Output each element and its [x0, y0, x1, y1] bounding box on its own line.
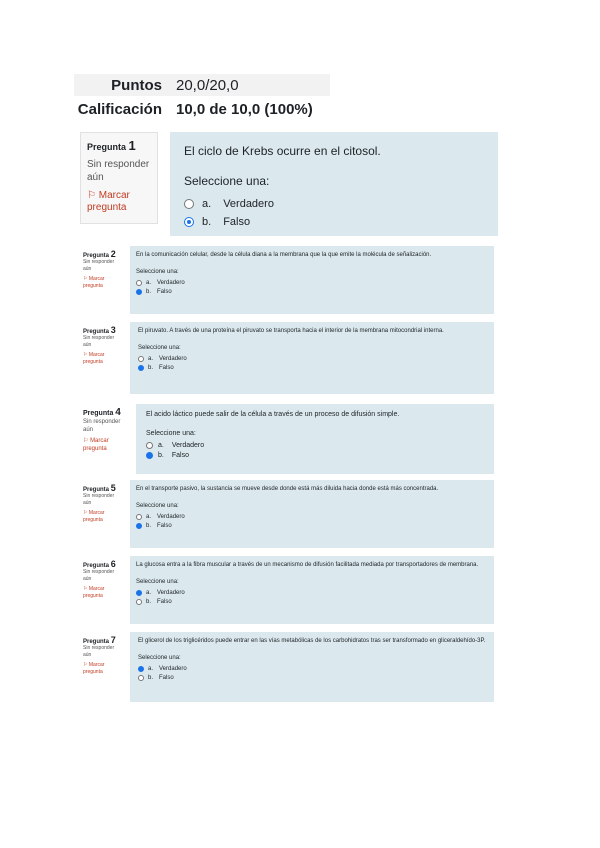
option-b-label: Falso [171, 452, 189, 459]
option-a-letter: a. [146, 280, 152, 286]
select-prompt: Seleccione una: [184, 174, 270, 188]
option-a-letter: a. [148, 666, 154, 672]
question-content [170, 132, 498, 236]
option-b[interactable] [136, 523, 488, 529]
flag-icon: ⚐ [83, 662, 88, 668]
option-a-letter: a. [146, 590, 152, 596]
option-a[interactable] [136, 514, 488, 520]
question-label: Pregunta [87, 142, 127, 152]
flag-label: Marcar pregunta [83, 352, 105, 365]
question-text: En el transporte pasivo, la sustancia se mueve desde donde está más diluida hacia donde está más concentrada. [136, 486, 439, 492]
select-prompt: Seleccione una: [146, 430, 196, 437]
option-a-label: Verdadero [223, 198, 274, 210]
grade-label: Calificación [77, 100, 162, 118]
question-text: En la comunicación celular, desde la célula diana a la membrana que la que emite la molécula de señalización. [136, 252, 432, 258]
question-info [80, 556, 126, 612]
option-a-label: Verdadero [171, 442, 205, 449]
grade-value: 10,0 de 10,0 (100%) [176, 100, 313, 118]
flag-icon: ⚐ [87, 190, 96, 201]
option-a[interactable] [136, 590, 488, 596]
flag-question-link[interactable] [83, 586, 123, 600]
question-label: Pregunta [83, 487, 110, 493]
radio-a[interactable] [136, 514, 142, 520]
flag-label: Marcar pregunta [83, 662, 105, 675]
question-number: 7 [110, 635, 116, 645]
flag-question-link[interactable] [83, 510, 123, 524]
question-state: Sin responder aún [83, 419, 121, 433]
option-b-label: Falso [157, 289, 172, 295]
option-b-letter: b. [202, 216, 212, 228]
option-a[interactable] [138, 666, 486, 672]
option-a-letter: a. [146, 514, 152, 520]
option-a-label: Verdadero [157, 590, 185, 596]
points-row [74, 74, 330, 96]
question-label: Pregunta [83, 639, 110, 645]
option-b-letter: b. [148, 675, 154, 681]
option-a-label: Verdadero [159, 356, 187, 362]
radio-a[interactable] [138, 356, 144, 362]
flag-label: Marcar pregunta [83, 510, 105, 523]
select-prompt: Seleccione una: [136, 269, 179, 275]
option-b-letter: b. [148, 365, 154, 371]
radio-b[interactable] [184, 217, 194, 227]
question-content [130, 246, 494, 314]
option-b-label: Falso [223, 216, 251, 228]
question-content [130, 480, 494, 548]
question-info [80, 404, 132, 468]
option-b-letter: b. [146, 523, 152, 529]
option-b[interactable] [184, 216, 484, 228]
question-number: 6 [110, 559, 116, 569]
option-a-label: Verdadero [157, 514, 185, 520]
option-b[interactable] [138, 675, 486, 681]
grade-summary [74, 74, 330, 120]
flag-label: Marcar pregunta [83, 438, 109, 452]
flag-question-link[interactable] [87, 190, 151, 214]
select-prompt: Seleccione una: [138, 655, 181, 661]
flag-icon: ⚐ [83, 276, 88, 282]
question-info [80, 246, 126, 298]
question-info [80, 132, 158, 224]
question-content [130, 632, 494, 702]
option-a-label: Verdadero [159, 666, 187, 672]
question-label: Pregunta [83, 563, 110, 569]
question-text: El piruvato. A través de una proteína el piruvato se transporta hacia el interior de la membrana mitocondrial interna. [138, 328, 444, 334]
radio-a[interactable] [136, 280, 142, 286]
option-a-letter: a. [148, 356, 154, 362]
question-state: Sin responder aún [83, 335, 115, 348]
flag-label: Marcar pregunta [83, 276, 105, 289]
flag-question-link[interactable] [83, 662, 123, 676]
question-info [80, 480, 126, 536]
flag-question-link[interactable] [83, 437, 129, 453]
points-label: Puntos [111, 76, 162, 94]
question-number: 1 [128, 138, 136, 153]
question-state: Sin responder aún [87, 159, 150, 183]
question-state: Sin responder aún [83, 493, 115, 506]
radio-a[interactable] [136, 590, 142, 596]
flag-label: Marcar pregunta [83, 586, 105, 599]
question-text: La glucosa entra a la fibra muscular a través de un mecanismo de difusión facilitada mediada por transportadores de membrana. [136, 562, 479, 568]
question-text: El ciclo de Krebs ocurre en el citosol. [184, 144, 381, 158]
flag-label: Marcar pregunta [87, 190, 130, 213]
question-info [80, 322, 126, 378]
question-content [136, 404, 494, 474]
select-prompt: Seleccione una: [136, 503, 179, 509]
flag-icon: ⚐ [83, 352, 88, 358]
question-content [130, 322, 494, 394]
question-text: El glicerol de los triglicéridos puede entrar en las vías metabólicas de los carbohidratos tras ser transformado en gliceraldehído-3P. [138, 638, 486, 644]
question-text: El acido láctico puede salir de la célula a través de un proceso de difusión simple. [146, 411, 400, 418]
flag-question-link[interactable] [83, 352, 123, 366]
option-a[interactable] [138, 356, 486, 362]
radio-b[interactable] [138, 675, 144, 681]
option-b-letter: b. [158, 452, 164, 459]
radio-a[interactable] [184, 199, 194, 209]
option-a-letter: a. [158, 442, 164, 449]
radio-a[interactable] [146, 442, 153, 449]
question-label: Pregunta [83, 329, 110, 335]
option-b[interactable] [146, 452, 484, 459]
option-b-label: Falso [159, 675, 174, 681]
flag-icon: ⚐ [83, 586, 88, 592]
question-number: 4 [115, 407, 121, 418]
option-b-letter: b. [146, 289, 152, 295]
question-info [80, 632, 126, 688]
question-number: 2 [110, 249, 116, 259]
question-content [130, 556, 494, 624]
flag-icon: ⚐ [83, 510, 88, 516]
question-label: Pregunta [83, 253, 110, 259]
option-b[interactable] [138, 365, 486, 371]
radio-a[interactable] [138, 666, 144, 672]
radio-b[interactable] [136, 523, 142, 529]
option-a-label: Verdadero [157, 280, 185, 286]
points-value: 20,0/20,0 [176, 76, 239, 94]
question-label: Pregunta [83, 410, 114, 417]
option-a-letter: a. [202, 198, 212, 210]
option-a[interactable] [136, 280, 488, 286]
radio-b[interactable] [136, 599, 142, 605]
radio-b[interactable] [136, 289, 142, 295]
option-b-letter: b. [146, 599, 152, 605]
question-state: Sin responder aún [83, 645, 115, 658]
question-number: 3 [110, 325, 116, 335]
option-b-label: Falso [157, 523, 172, 529]
option-b-label: Falso [157, 599, 172, 605]
question-state: Sin responder aún [83, 569, 115, 582]
select-prompt: Seleccione una: [138, 345, 181, 351]
option-a[interactable] [146, 442, 484, 449]
radio-b[interactable] [146, 452, 153, 459]
flag-icon: ⚐ [83, 438, 89, 444]
radio-b[interactable] [138, 365, 144, 371]
grade-row [74, 98, 330, 120]
option-b-label: Falso [159, 365, 174, 371]
flag-question-link[interactable] [83, 276, 123, 290]
option-b[interactable] [136, 289, 488, 295]
question-number: 5 [110, 483, 116, 493]
question-state: Sin responder aún [83, 259, 115, 272]
option-b[interactable] [136, 599, 488, 605]
option-a[interactable] [184, 198, 484, 210]
select-prompt: Seleccione una: [136, 579, 179, 585]
